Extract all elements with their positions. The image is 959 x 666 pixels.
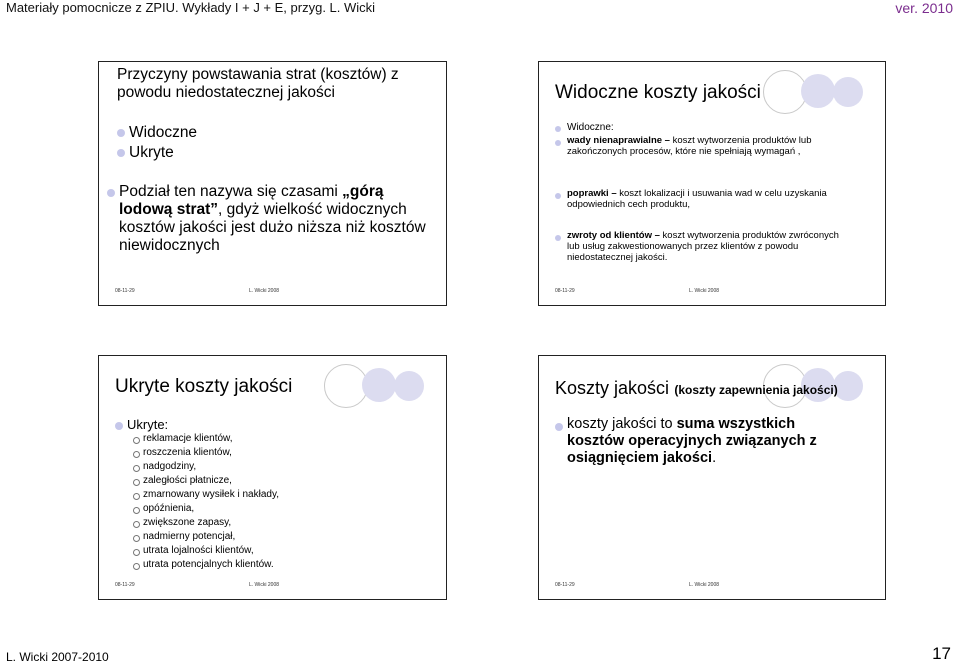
text-b: suma wszystkich kosztów operacyjnych związanych z osiągnięciem jakości [567,416,817,466]
desc: koszt lokalizacji i usuwania wad w celu uzyskania odpowiednich cech produktu, [567,188,827,211]
ring-bullet-icon [133,451,140,458]
page-header-title: Materiały pomocnicze z ZPIU. Wykłady I + J + E, przyg. L. Wicki [6,0,376,15]
page-header-version: ver. 2010 [895,0,953,16]
bullet-icon [117,149,125,157]
ring-bullet-icon [133,465,140,472]
circle-shape [833,77,863,107]
list-item: roszczenia klientów, [143,447,232,458]
bullet-icon [555,423,563,431]
slide-1-para-c: , gdyż wielkość widocznych kosztów jakości jest dużo niższa niż kosztów niewidocznych [119,201,426,255]
ring-bullet-icon [133,479,140,486]
list-item: nadgodziny, [143,461,197,472]
slide-author: L. Wicki 2008 [249,582,280,588]
bullet-icon [555,126,561,132]
ring-bullet-icon [133,493,140,500]
slide-1-item-hidden: Ukryte [129,144,174,161]
decor-circles [763,70,873,125]
circle-shape [801,74,835,108]
slide-1 [98,61,447,306]
bullet-icon [555,193,561,199]
ring-bullet-icon [133,507,140,514]
circle-shape [362,368,396,402]
desc: koszt wytworzenia produktów zwróconych lub usług zakwestionowanych przez klientów z powodu niedostatecznej jakości. [567,230,839,264]
slide-3 [98,355,447,600]
circle-shape [394,371,424,401]
text-a: koszty jakości to [567,416,677,432]
slide-1-para-b: „górą lodową strat” [119,183,384,219]
slide-2-item-defects [567,135,847,157]
slide-4-title [555,378,838,400]
slide-date: 08-11-29 [555,288,575,294]
desc: koszt wytworzenia produktów lub zakończonych procesów, które nie spełniają wymagań , [567,135,812,158]
page-footer-author: L. Wicki 2007-2010 [6,650,109,664]
decor-circles [324,364,434,419]
list-item: reklamacje klientów, [143,433,233,444]
slide-4-title-sub: (koszty zapewnienia jakości) [674,383,838,397]
ring-bullet-icon [133,549,140,556]
slide-2 [538,61,886,306]
slide-author: L. Wicki 2008 [689,288,720,294]
ring-bullet-icon [133,563,140,570]
list-item: zaległości płatnicze, [143,475,232,486]
slide-1-item-visible: Widoczne [129,124,198,141]
slide-date: 08-11-29 [115,582,135,588]
slide-4-text [567,416,852,467]
slide-2-item-repairs [567,188,847,210]
list-item: nadmierny potencjał, [143,531,236,542]
page-number: 17 [932,644,951,663]
term: zwroty od klientów – [567,230,663,241]
slide-2-title: Widoczne koszty jakości [555,82,761,103]
bullet-icon [555,140,561,146]
slide-date: 08-11-29 [115,288,135,294]
slide-4-title-main: Koszty jakości [555,378,670,398]
list-item: utrata potencjalnych klientów. [143,559,274,570]
slide-author: L. Wicki 2008 [249,288,280,294]
slide-author: L. Wicki 2008 [689,582,720,588]
ring-bullet-icon [133,437,140,444]
bullet-icon [115,422,123,430]
slide-3-title: Ukryte koszty jakości [115,376,293,397]
list-item: zmarnowany wysiłek i nakłady, [143,489,279,500]
term: wady nienaprawialne – [567,135,673,146]
slide-1-paragraph [119,183,434,256]
slide-date: 08-11-29 [555,582,575,588]
list-item: zwiększone zapasy, [143,517,232,528]
term: poprawki – [567,188,620,199]
slide-3-label: Ukryte: [127,417,169,432]
bullet-icon [117,129,125,137]
ring-bullet-icon [133,521,140,528]
slide-4 [538,355,886,600]
ring-bullet-icon [133,535,140,542]
list-item: opóźnienia, [143,503,195,514]
text-c: . [712,449,717,466]
slide-2-label: Widoczne: [567,122,614,133]
bullet-icon [555,235,561,241]
bullet-icon [107,189,115,197]
slide-1-heading: Przyczyny powstawania strat (kosztów) z powodu niedostatecznej jakości [117,66,399,102]
slide-2-item-returns [567,230,847,263]
list-item: utrata lojalności klientów, [143,545,254,556]
slide-1-para-a: Podział ten nazywa się czasami [119,183,343,200]
